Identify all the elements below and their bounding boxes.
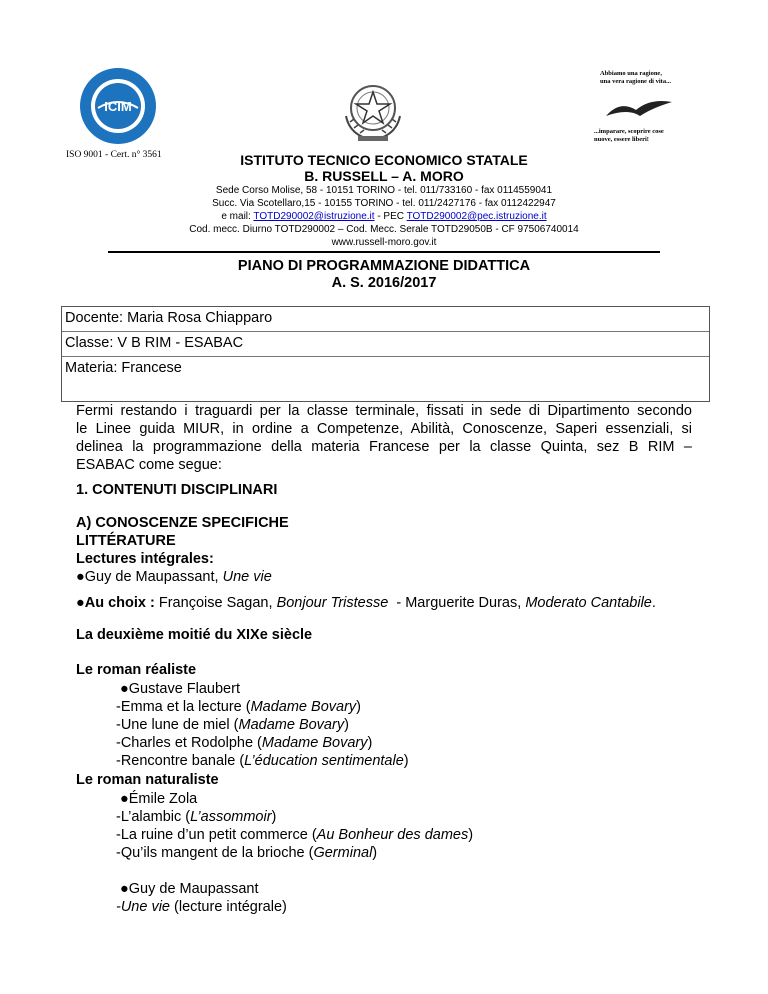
- list-item: -Une vie (lecture intégrale): [116, 899, 287, 915]
- period-heading: La deuxième moitié du XIXe siècle: [76, 627, 313, 643]
- address-line-1: Sede Corso Molise, 58 - 10151 TORINO - tel. 011/733160 - fax 0114559041: [215, 185, 553, 196]
- doc-title-line-1: PIANO DI PROGRAMMAZIONE DIDATTICA: [237, 258, 531, 274]
- separator: - Marguerite Duras,: [388, 595, 526, 611]
- email-prefix: e mail:: [221, 211, 254, 222]
- intro-line: Fermi restando i traguardi per la classe terminale, fissati in sede di Dipartimento secondo: [76, 403, 692, 419]
- email-link[interactable]: TOTD290002@istruzione.it: [253, 211, 375, 222]
- lectures-heading: Lectures intégrales:: [76, 551, 214, 567]
- litterature-heading: LITTÉRATURE: [76, 533, 176, 549]
- intro-line: ESABAC come segue:: [76, 457, 222, 473]
- materia-row: [62, 357, 709, 381]
- roman-naturaliste-heading: Le roman naturaliste: [76, 772, 219, 788]
- list-item: -Qu’ils mangent de la brioche (Germinal): [116, 845, 378, 861]
- au-choix-line: [76, 594, 716, 612]
- materia-text: Materia: Francese: [65, 360, 182, 376]
- docente-text: Docente: Maria Rosa Chiapparo: [65, 310, 273, 326]
- classe-text: Classe: V B RIM - ESABAC: [65, 335, 244, 351]
- spacer: [120, 862, 680, 880]
- list-item: -La ruine d’un petit commerce (Au Bonheur des dames): [116, 827, 474, 843]
- icim-brand: ICIM: [104, 99, 132, 114]
- school-type: ISTITUTO TECNICO ECONOMICO STATALE: [240, 152, 528, 168]
- list-item: -Rencontre banale (L’éducation sentimentale): [116, 753, 409, 769]
- address-line-2: Succ. Via Scotellaro,15 - 10155 TORINO - tel. 011/2427176 - fax 0112422947: [212, 198, 556, 209]
- author: Françoise Sagan,: [158, 595, 277, 611]
- conoscenze-block: [76, 514, 692, 586]
- school-name: B. RUSSELL – A. MORO: [304, 168, 464, 184]
- intro-line: le Linee guida MIUR, in ordine a Competenze, Abilità, Conoscenze, Saperi essenziali, si: [76, 421, 692, 437]
- classe-row: [62, 332, 709, 357]
- work-title: Moderato Cantabile: [525, 595, 652, 611]
- roman-naturaliste-list: [116, 790, 680, 916]
- author: ●Guy de Maupassant,: [76, 569, 223, 585]
- website: www.russell-moro.gov.it: [331, 237, 437, 248]
- info-box: [61, 306, 710, 402]
- motto-top: Abbiamo una ragione, una vera ragione di vita...: [600, 70, 671, 85]
- seagull-icon: [600, 94, 680, 124]
- intro-line: delinea la programmazione della materia Francese per la classe Quinta, sez B RIM –: [76, 439, 692, 455]
- author: ●Guy de Maupassant: [120, 881, 259, 897]
- doc-title-line-2: A. S. 2016/2017: [331, 275, 437, 291]
- email-line: [100, 211, 668, 222]
- motto-bottom: ...imparare, scoprire cose nuove, essere liberi!: [594, 128, 664, 143]
- author: ●Émile Zola: [120, 791, 198, 807]
- pec-prefix: - PEC: [374, 211, 407, 222]
- section-heading: 1. CONTENUTI DISCIPLINARI: [76, 482, 278, 498]
- icim-logo: [78, 66, 158, 146]
- list-item: -Emma et la lecture (Madame Bovary): [116, 699, 361, 715]
- docente-row: [62, 307, 709, 332]
- iso-cert: ISO 9001 - Cert. n° 3561: [66, 150, 162, 160]
- codes-line: Cod. mecc. Diurno TOTD290002 – Cod. Mecc. Serale TOTD29050B - CF 97506740014: [189, 224, 579, 235]
- au-choix-label: ●Au choix :: [76, 595, 159, 611]
- period-dot: .: [651, 595, 656, 611]
- roman-realiste-list: [116, 680, 680, 770]
- intro-paragraph: [76, 402, 692, 474]
- list-item: -Charles et Rodolphe (Madame Bovary): [116, 735, 373, 751]
- header-divider: [108, 251, 660, 253]
- republic-emblem: [338, 78, 408, 144]
- pec-link[interactable]: TOTD290002@pec.istruzione.it: [406, 211, 547, 222]
- lecture-item: [76, 568, 692, 586]
- list-item: -Une lune de miel (Madame Bovary): [116, 717, 349, 733]
- author: ●Gustave Flaubert: [120, 681, 240, 697]
- conoscenze-heading: A) CONOSCENZE SPECIFICHE: [76, 515, 289, 531]
- work-title: Une vie: [222, 569, 272, 585]
- list-item: -L’alambic (L’assommoir): [116, 809, 277, 825]
- work-title: Bonjour Tristesse: [276, 595, 389, 611]
- roman-realiste-heading: Le roman réaliste: [76, 662, 197, 678]
